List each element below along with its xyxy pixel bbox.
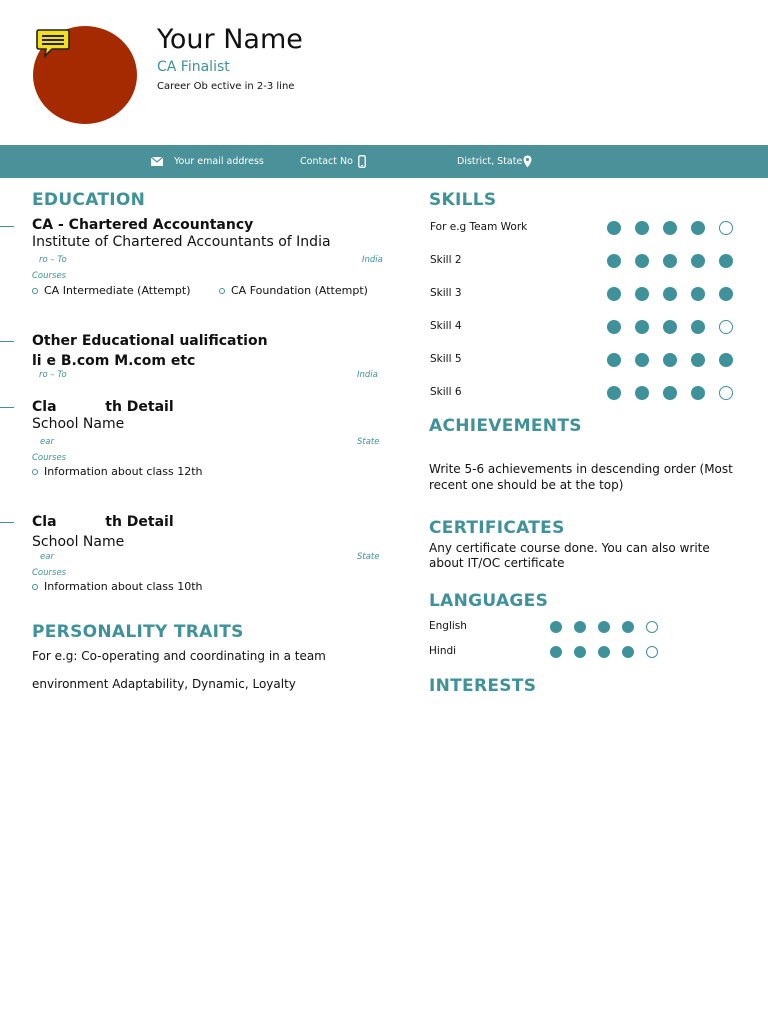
timeline-tick — [0, 226, 14, 227]
interests-heading: INTERESTS — [429, 676, 537, 696]
languages-heading: LANGUAGES — [429, 591, 549, 611]
skill-rating — [607, 386, 747, 400]
personality-line-1: For e.g: Co-operating and coordinating in a team — [32, 649, 326, 663]
skill-label: Skill 5 — [430, 353, 462, 365]
rating-dot-empty — [719, 320, 733, 334]
education-institute: Institute of Chartered Accountants of India — [32, 234, 331, 250]
rating-dot-filled — [598, 646, 610, 658]
bullet-icon — [32, 288, 38, 294]
education-location: State — [357, 552, 380, 562]
rating-dot-filled — [663, 353, 677, 367]
chat-icon — [36, 28, 70, 58]
rating-dot-filled — [598, 621, 610, 633]
skill-label: Skill 2 — [430, 254, 462, 266]
rating-dot-filled — [719, 287, 733, 301]
education-degree-detail: li e B.com M.com etc — [32, 353, 196, 369]
rating-dot-filled — [574, 646, 586, 658]
language-rating — [550, 646, 670, 658]
education-location: India — [362, 255, 383, 265]
rating-dot-filled — [607, 386, 621, 400]
phone-icon — [358, 155, 366, 168]
rating-dot-filled — [635, 254, 649, 268]
rating-dot-filled — [663, 254, 677, 268]
certificates-heading: CERTIFICATES — [429, 518, 565, 538]
education-degree: Cla th Detail — [32, 399, 174, 415]
rating-dot-empty — [646, 621, 658, 633]
rating-dot-filled — [607, 353, 621, 367]
rating-dot-filled — [691, 254, 705, 268]
email-text: Your email address — [174, 156, 264, 167]
skill-rating — [607, 221, 747, 235]
rating-dot-filled — [691, 221, 705, 235]
rating-dot-filled — [635, 221, 649, 235]
rating-dot-filled — [622, 646, 634, 658]
timeline-tick — [0, 522, 14, 523]
rating-dot-filled — [607, 320, 621, 334]
candidate-name: Your Name — [157, 24, 303, 55]
rating-dot-filled — [607, 221, 621, 235]
rating-dot-filled — [635, 320, 649, 334]
rating-dot-filled — [574, 621, 586, 633]
skill-rating — [607, 254, 747, 268]
rating-dot-filled — [635, 386, 649, 400]
education-heading: EDUCATION — [32, 190, 146, 210]
rating-dot-filled — [550, 621, 562, 633]
skill-label: Skill 6 — [430, 386, 462, 398]
language-label: Hindi — [429, 645, 457, 657]
achievements-heading: ACHIEVEMENTS — [429, 416, 582, 436]
rating-dot-filled — [691, 353, 705, 367]
contact-bar — [0, 145, 768, 178]
courses-label: Courses — [32, 568, 67, 578]
timeline-tick — [0, 407, 14, 408]
rating-dot-empty — [719, 386, 733, 400]
course-item: CA Intermediate (Attempt) — [32, 284, 191, 297]
rating-dot-empty — [646, 646, 658, 658]
education-dates: ear — [40, 437, 54, 447]
courses-label: Courses — [32, 453, 67, 463]
timeline-tick — [0, 341, 14, 342]
skill-rating — [607, 320, 747, 334]
rating-dot-filled — [663, 386, 677, 400]
rating-dot-filled — [691, 287, 705, 301]
personality-line-2: environment Adaptability, Dynamic, Loyalty — [32, 677, 296, 691]
education-degree: Other Educational ualification — [32, 333, 268, 349]
language-label: English — [429, 620, 467, 632]
rating-dot-filled — [691, 386, 705, 400]
rating-dot-filled — [663, 221, 677, 235]
education-dates: ro – To — [39, 370, 67, 380]
rating-dot-filled — [719, 254, 733, 268]
bullet-icon — [219, 288, 225, 294]
rating-dot-filled — [550, 646, 562, 658]
education-institute: School Name — [32, 416, 125, 432]
rating-dot-filled — [635, 287, 649, 301]
skill-rating — [607, 287, 747, 301]
rating-dot-filled — [622, 621, 634, 633]
candidate-title: CA Finalist — [157, 59, 230, 75]
education-degree: Cla th Detail — [32, 514, 174, 530]
course-item: Information about class 12th — [32, 465, 203, 478]
course-item: CA Foundation (Attempt) — [219, 284, 368, 297]
education-institute: School Name — [32, 534, 125, 550]
skill-rating — [607, 353, 747, 367]
course-item: Information about class 10th — [32, 580, 203, 593]
rating-dot-filled — [607, 254, 621, 268]
bullet-icon — [32, 584, 38, 590]
phone-text: Contact No — [300, 156, 353, 167]
career-objective: Career Ob ective in 2-3 line — [157, 81, 295, 92]
skills-heading: SKILLS — [429, 190, 497, 210]
rating-dot-empty — [719, 221, 733, 235]
email-icon — [151, 157, 163, 166]
rating-dot-filled — [607, 287, 621, 301]
rating-dot-filled — [663, 287, 677, 301]
skill-label: Skill 3 — [430, 287, 462, 299]
language-rating — [550, 621, 670, 633]
bullet-icon — [32, 469, 38, 475]
education-dates: ear — [40, 552, 54, 562]
education-location: India — [357, 370, 378, 380]
rating-dot-filled — [635, 353, 649, 367]
achievements-text: Write 5-6 achievements in descending order (Most recent one should be at the top) — [429, 462, 733, 492]
skill-label: Skill 4 — [430, 320, 462, 332]
personality-heading: PERSONALITY TRAITS — [32, 622, 244, 642]
courses-label: Courses — [32, 271, 67, 281]
rating-dot-filled — [663, 320, 677, 334]
education-dates: ro – To — [39, 255, 67, 265]
certificates-text: Any certificate course done. You can also write about IT/OC certificate — [429, 541, 710, 570]
education-location: State — [357, 437, 380, 447]
education-degree: CA - Chartered Accountancy — [32, 217, 254, 233]
rating-dot-filled — [691, 320, 705, 334]
location-pin-icon — [523, 155, 532, 168]
skill-label: For e.g Team Work — [430, 221, 528, 233]
rating-dot-filled — [719, 353, 733, 367]
location-text: District, State — [457, 156, 523, 167]
